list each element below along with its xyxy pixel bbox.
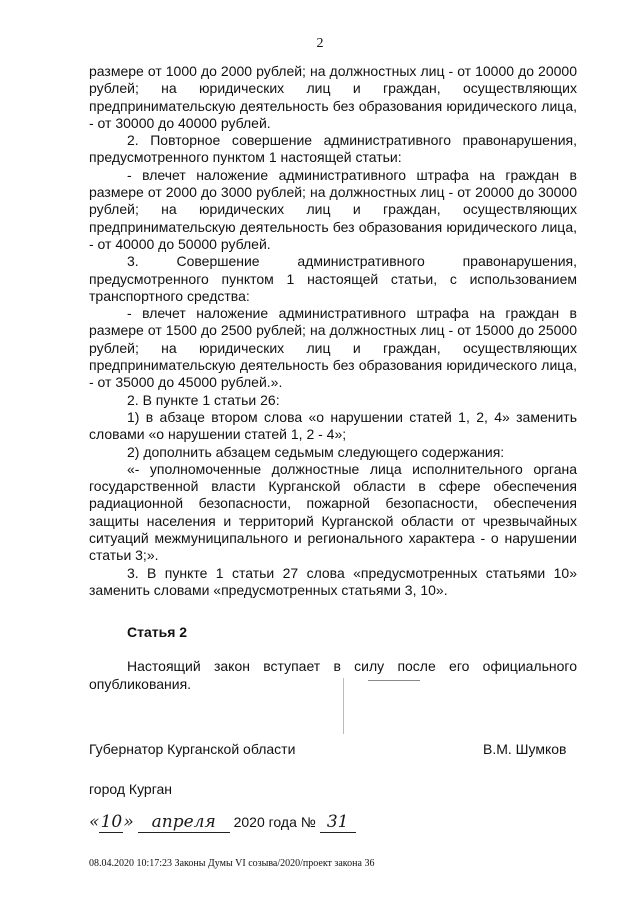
city: город Курган <box>89 781 173 797</box>
close-quote: » <box>123 812 134 832</box>
paragraph: 1) в абзаце втором слова «о нарушении статей 1, 2, 4» заменить словами «о нарушении статей 1, 2 - 4»; <box>89 408 577 443</box>
article-text: Настоящий закон вступает в силу после его официального опубликования. <box>89 658 577 692</box>
paragraph: - влечет наложение административного штрафа на граждан в размере от 2000 до 3000 рублей; на должностных лиц - от 20000 до 30000 рублей; на юридических лиц и граждан, осуществляющих предпринимательскую деятельность без образования юридического лица, - от 40000 до 50000 рублей. <box>89 166 577 252</box>
paragraph: 2. В пункте 1 статьи 26: <box>127 391 280 408</box>
article-title: Статья 2 <box>127 624 188 640</box>
handwritten-day: 10 <box>100 812 123 832</box>
handwritten-number: 31 <box>320 812 356 833</box>
signature-title: Губернатор Курганской области <box>89 741 296 757</box>
footer: 08.04.2020 10:17:23 Законы Думы VI созыва/2020/проект закона 36 <box>89 858 375 869</box>
handwritten-month: апреля <box>138 812 230 833</box>
paragraph: 2) дополнить абзацем седьмым следующего содержания: <box>127 443 505 460</box>
scan-mark <box>368 680 420 681</box>
paragraph: 2. Повторное совершение административного правонарушения, предусмотренного пунктом 1 настоящей статьи: <box>89 132 577 166</box>
paragraph: 3. Совершение административного правонарушения, предусмотренного пунктом 1 настоящей статьи, с использованием транспортного средства: <box>89 253 577 304</box>
page-number: 2 <box>316 36 324 51</box>
paragraph: «- уполномоченные должностные лица исполнительного органа государственной власти Курганской области в сфере обеспечения радиационной безопасности, пожарной безопасности, обеспечения защиты населения и территорий Курганской области от чрезвычайных ситуаций межмуниципального и регионального характера - о нарушении статьи 3;». <box>89 460 577 564</box>
open-quote: « <box>89 812 100 832</box>
paragraph: - влечет наложение административного штрафа на граждан в размере от 1500 до 2500 рублей; на должностных лиц - от 15000 до 25000 рублей; на юридических лиц и граждан, осуществляющих предпринимательскую деятельность без образования юридического лица, - от 35000 до 45000 рублей.». <box>89 305 577 391</box>
date-line <box>89 812 356 836</box>
signature-name: В.М. Шумков <box>483 741 567 757</box>
scan-mark <box>343 678 344 734</box>
year-number-label: 2020 года № <box>233 814 316 830</box>
paragraph: размере от 1000 до 2000 рублей; на должностных лиц - от 10000 до 20000 рублей; на юридических лиц и граждан, осуществляющих предпринимательскую деятельность без образования юридического лица, - от 30000 до 40000 рублей. <box>89 63 577 131</box>
paragraph: 3. В пункте 1 статьи 27 слова «предусмотренных статьями 10» заменить словами «предусмотренных статьями 3, 10». <box>89 564 577 598</box>
body-text <box>89 63 577 599</box>
